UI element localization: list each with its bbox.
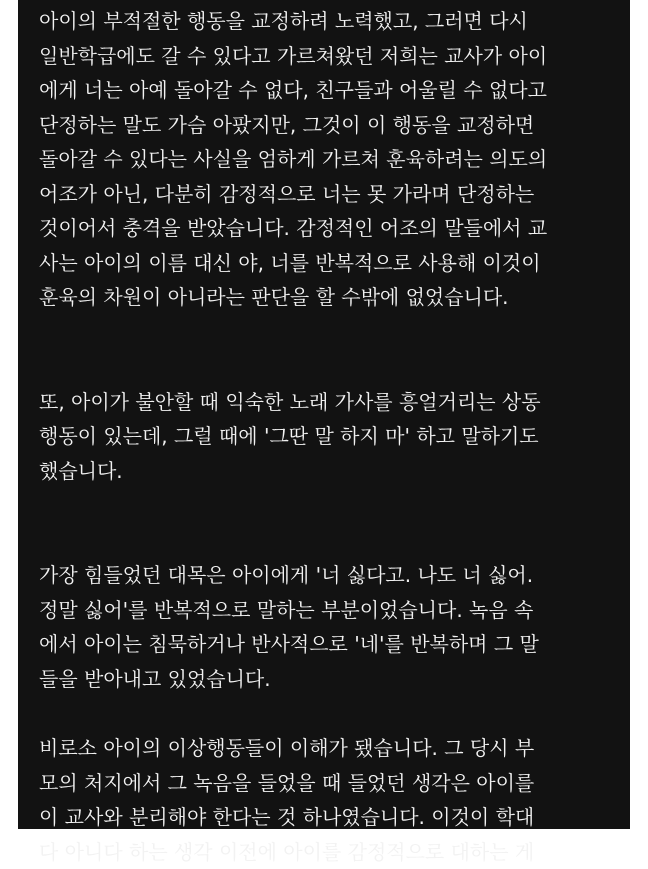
text-line: 이 교사와 분리해야 한다는 것 하나였습니다. 이것이 학대	[39, 800, 619, 835]
article-body	[39, 4, 619, 869]
paragraph-spacer	[39, 488, 619, 558]
text-line: 아이의 부적절한 행동을 교정하려 노력했고, 그러면 다시	[39, 4, 619, 39]
text-line: 어조가 아닌, 다분히 감정적으로 너는 못 가라며 단정하는	[39, 177, 619, 212]
article-panel	[18, 0, 630, 829]
paragraph	[39, 4, 619, 315]
text-line: 정말 싫어'를 반복적으로 말하는 부분이었습니다. 녹음 속	[39, 593, 619, 628]
text-line: 단정하는 말도 가슴 아팠지만, 그것이 이 행동을 교정하면	[39, 108, 619, 143]
paragraph	[39, 558, 619, 696]
text-line: 다 아니다 하는 생각 이전에 아이를 감정적으로 대하는 게	[39, 835, 619, 869]
text-line: 일반학급에도 갈 수 있다고 가르쳐왔던 저희는 교사가 아이	[39, 39, 619, 74]
text-line: 가장 힘들었던 대목은 아이에게 '너 싫다고. 나도 너 싫어.	[39, 558, 619, 593]
text-line: 비로소 아이의 이상행동들이 이해가 됐습니다. 그 당시 부	[39, 731, 619, 766]
text-line: 에게 너는 아예 돌아갈 수 없다, 친구들과 어울릴 수 없다고	[39, 73, 619, 108]
text-line: 행동이 있는데, 그럴 때에 '그딴 말 하지 마' 하고 말하기도	[39, 419, 619, 454]
text-line: 에서 아이는 침묵하거나 반사적으로 '네'를 반복하며 그 말	[39, 627, 619, 662]
text-line: 것이어서 충격을 받았습니다. 감정적인 어조의 말들에서 교	[39, 211, 619, 246]
text-line: 모의 처지에서 그 녹음을 들었을 때 들었던 생각은 아이를	[39, 766, 619, 801]
paragraph-spacer	[39, 696, 619, 731]
text-line: 훈육의 차원이 아니라는 판단을 할 수밖에 없었습니다.	[39, 280, 619, 315]
text-line: 했습니다.	[39, 454, 619, 489]
text-line: 또, 아이가 불안할 때 익숙한 노래 가사를 흥얼거리는 상동	[39, 385, 619, 420]
text-line: 돌아갈 수 있다는 사실을 엄하게 가르쳐 훈육하려는 의도의	[39, 142, 619, 177]
text-line: 사는 아이의 이름 대신 야, 너를 반복적으로 사용해 이것이	[39, 246, 619, 281]
paragraph-spacer	[39, 315, 619, 385]
paragraph	[39, 385, 619, 489]
text-line: 들을 받아내고 있었습니다.	[39, 662, 619, 697]
paragraph	[39, 731, 619, 869]
